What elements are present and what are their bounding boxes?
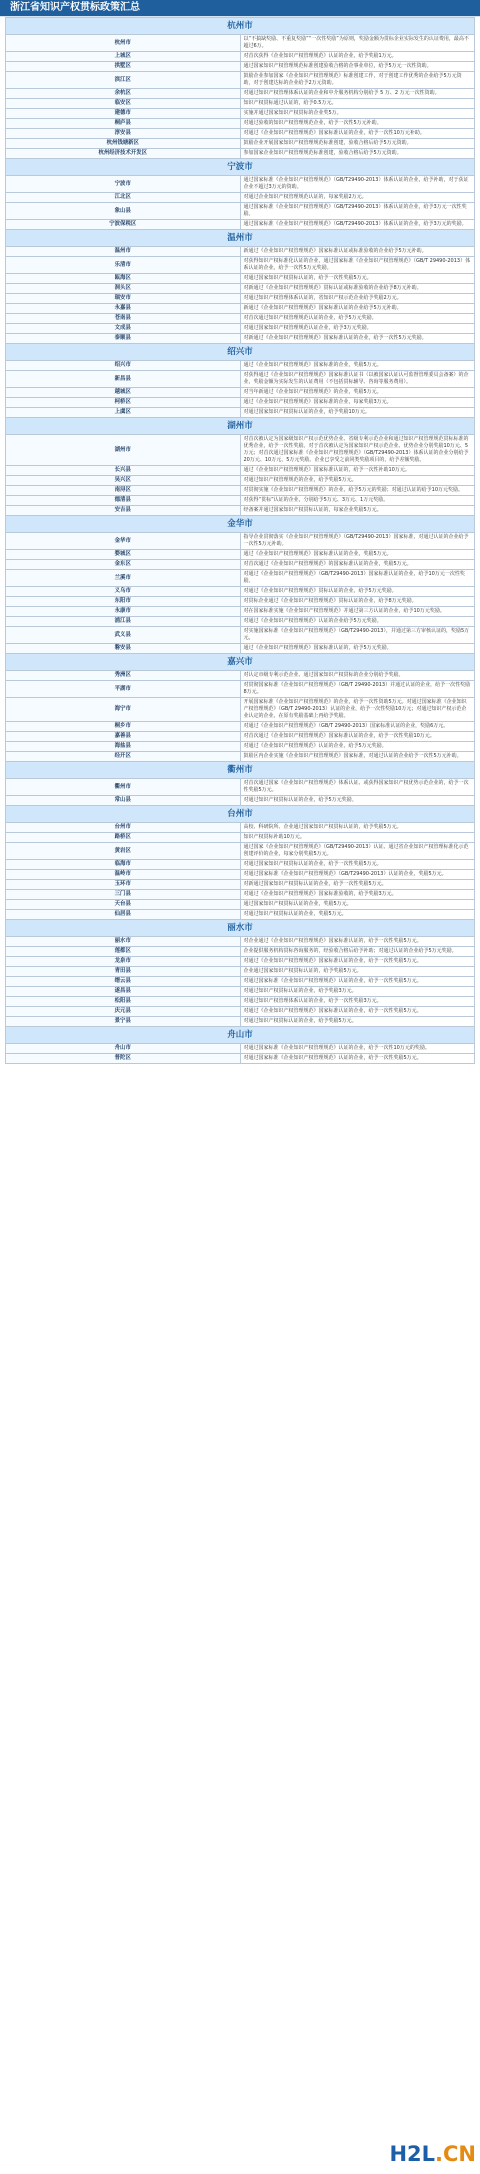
policy-description: 对通过《企业知识产权管理规范》（GB/T 29490-2013）国家标准认证的企业，奖励6万元。	[240, 722, 475, 732]
policy-description: 以“不搞缺奖励、不重复奖励”“一次性奖励”为原则，奖励金额为贯标企业实际发生的认证费用，最高不超过6万。	[240, 35, 475, 52]
table-row	[6, 35, 475, 52]
table-row	[6, 742, 475, 752]
city-header: 宁波市	[6, 159, 475, 176]
city-header: 台州市	[6, 806, 475, 823]
district-name: 永嘉县	[6, 304, 241, 314]
policy-description: 通过《企业知识产权管理规范》国家标准认证的，给予5万元奖励。	[240, 644, 475, 654]
district-name: 杭州市	[6, 35, 241, 52]
policy-description: 通过国家标准《企业知识产权管理规范》（GB/T29490-2013）体系认证的企业，给予3万元一次性奖励。	[240, 203, 475, 220]
city-header: 丽水市	[6, 920, 475, 937]
district-name: 余杭区	[6, 89, 241, 99]
district-name: 德清县	[6, 496, 241, 506]
policy-description: 通过国家知识产权贯标认证的企业，奖励5万元。	[240, 900, 475, 910]
policy-description: 通过国家知识产权管理规范标准创建验收合格的企事业单位，给予5万元一次性资助。	[240, 62, 475, 72]
policy-description: 对通过《企业知识产权管理规范》认证的企业，给予5万元奖励。	[240, 742, 475, 752]
district-name: 象山县	[6, 203, 241, 220]
policy-description: 对当年新通过《企业知识产权管理规范》的企业，奖励5万元。	[240, 388, 475, 398]
policy-description: 对通过国家标准《企业知识产权管理规范》认证的企业，给予一次性10万元的奖励。	[240, 1044, 475, 1054]
district-name: 滨江区	[6, 72, 241, 89]
table-row	[6, 314, 475, 324]
table-row	[6, 860, 475, 870]
district-name: 上虞区	[6, 408, 241, 418]
table-row	[6, 99, 475, 109]
policy-description: 对通过国家知识产权贯标认证的企业，给予一次性奖励5万元。	[240, 860, 475, 870]
table-row	[6, 193, 475, 203]
table-row	[6, 681, 475, 698]
district-name: 路桥区	[6, 833, 241, 843]
policy-description: 企业提供服务机构贯标咨询服务的，经验收合格后给予补助；对通过认证的企业给予5万元奖励。	[240, 947, 475, 957]
district-name: 嘉善县	[6, 732, 241, 742]
page-title: 浙江省知识产权贯标政策汇总	[0, 0, 480, 17]
district-name: 遂昌县	[6, 987, 241, 997]
district-name: 景宁县	[6, 1017, 241, 1027]
policy-description: 开展国家标准《企业知识产权管理规范》的企业，给予一次性资助5万元。对通过国家标准《企业知识产权管理规范》（GB/T 29490-2013）认证的企业，给予一次性奖励10万元；对通过知识产权示范企业认定的企业，在原有奖励基础上再给予奖励。	[240, 698, 475, 722]
table-row	[6, 408, 475, 418]
policy-description: 对通过《企业知识产权管理规范》认证的企业给予5万元奖励。	[240, 617, 475, 627]
district-name: 缙云县	[6, 977, 241, 987]
city-header: 温州市	[6, 230, 475, 247]
policy-description: 对贯标企业通过《企业知识产权管理规范》贯标认证的企业，给予8万元奖励。	[240, 597, 475, 607]
policy-description: 对通过国家标准《企业知识产权管理规范》认证的企业，给予一次性奖励5万元。	[240, 1054, 475, 1064]
policy-description: 对新通过《企业知识产权管理规范》国家标准认证的企业，给予一次性5万元奖励。	[240, 334, 475, 344]
table-row	[6, 1044, 475, 1054]
district-name: 桐庐县	[6, 119, 241, 129]
policy-description: 通过《企业知识产权管理规范》国家标准的企业，每家奖励3万元。	[240, 398, 475, 408]
policy-description: 鼓励企业参加国家《企业知识产权管理规范》标准创建工作，对于创建工作优秀的企业给予5万元资助，对于创建达标的企业给予2万元资助。	[240, 72, 475, 89]
policy-description: 鼓励区内企业实施《企业知识产权管理规范》国家标准，对通过认证的企业给予一次性5万元补助。	[240, 752, 475, 762]
policy-description: 企业通过国家知识产权贯标认证的，给予奖励5万元。	[240, 967, 475, 977]
policy-description: 对通过知识产权管理体系认证的企业和中介服务机构分别给予 5 万、2 万元一次性资助。	[240, 89, 475, 99]
policy-table-container	[0, 17, 480, 1064]
district-name: 拱墅区	[6, 62, 241, 72]
table-row	[6, 967, 475, 977]
policy-description: 对首次被认定为国家级知识产权示范优势企业、省级专利示范企业和通过知识产权管理规范贯标标准的优秀企业，给予一次性奖励。对于首次被认定为国家知识产权示范企业、优势企业分别奖励10万元、5万元；对首次通过国家标准《企业知识产权管理规范》（GB/T29490-2013）体系认证的企业分别给予20万元、10万元、5万元奖励。企业已享受之前同类奖励项目的，给予差额奖励。	[240, 435, 475, 466]
policy-description: 通过国家标准《企业知识产权管理规范》（GB/T29490-2013）体系认证的企业，给予补助，对于获证企业不超过3万元的资助。	[240, 176, 475, 193]
table-row	[6, 627, 475, 644]
district-name: 上城区	[6, 52, 241, 62]
district-name: 吴兴区	[6, 476, 241, 486]
city-header: 嘉兴市	[6, 654, 475, 671]
policy-description: 通过《企业知识产权管理规范》国家标准认证的企业，奖励5万元。	[240, 550, 475, 560]
city-header-row	[6, 418, 475, 435]
city-header-row	[6, 230, 475, 247]
policy-description: 对首次获得《企业知识产权管理规范》认证的企业，给予奖励1万元。	[240, 52, 475, 62]
district-name: 浦江县	[6, 617, 241, 627]
district-name: 瑞安市	[6, 294, 241, 304]
policy-description: 对通过知识产权管理规范的企业，给予奖励5万元。	[240, 476, 475, 486]
city-header-row	[6, 654, 475, 671]
city-header-row	[6, 18, 475, 35]
district-name: 三门县	[6, 890, 241, 900]
city-header: 杭州市	[6, 18, 475, 35]
city-header: 舟山市	[6, 1027, 475, 1044]
table-row	[6, 870, 475, 880]
policy-description: 对通过《企业知识产权管理规范》国家标准认证的企业，给予一次性奖励5万元。	[240, 957, 475, 967]
policy-description: 对通过《企业知识产权管理规范》国家标准认证的企业，给予一次性10万元补助。	[240, 129, 475, 139]
district-name: 绍兴市	[6, 361, 241, 371]
city-header-row	[6, 159, 475, 176]
policy-description: 对获得知识产权标准化认证的企业，通过国家标准《企业知识产权管理规范》（GB/T 29490-2013）体系认证的企业，给予一次性5万元奖励。	[240, 257, 475, 274]
district-name: 天台县	[6, 900, 241, 910]
table-row	[6, 334, 475, 344]
district-name: 平湖市	[6, 681, 241, 698]
policy-description: 通过国家标准《企业知识产权管理规范》（GB/T29490-2013）体系认证的企业，给予3万元的奖励。	[240, 220, 475, 230]
city-header-row	[6, 516, 475, 533]
table-row	[6, 466, 475, 476]
district-name: 金华市	[6, 533, 241, 550]
table-row	[6, 247, 475, 257]
policy-description: 参加国家企业知识产权管理规范标准创建，验收合格后给予5万元资助。	[240, 149, 475, 159]
district-name: 越城区	[6, 388, 241, 398]
policy-description: 对通过国家知识产权贯标认证的，给予一次性奖励5万元。	[240, 274, 475, 284]
district-name: 洞头区	[6, 284, 241, 294]
district-name: 磐安县	[6, 644, 241, 654]
policy-description: 对获得通过《企业知识产权管理规范》国家标准认证书（以被国家认证认可监督管理委员会备案）的企业，奖励金额为实际发生的认证费用（不包括贯标辅导、咨询等服务费用）。	[240, 371, 475, 388]
district-name: 海宁市	[6, 698, 241, 722]
district-name: 黄岩区	[6, 843, 241, 860]
table-row	[6, 1017, 475, 1027]
policy-description: 高校、科研院所、企业通过国家知识产权贯标认证的，给予奖励5万元。	[240, 823, 475, 833]
policy-description: 对通过《企业知识产权管理规范》贯标认证的企业，给予5万元奖励。	[240, 587, 475, 597]
policy-description: 对企业通过《企业知识产权管理规范》国家标准认证的，给予一次性奖励5万元。	[240, 937, 475, 947]
table-row	[6, 220, 475, 230]
district-name: 永康市	[6, 607, 241, 617]
city-header-row	[6, 920, 475, 937]
policy-description: 通过《企业知识产权管理规范》国家标准的企业，奖励5万元。	[240, 361, 475, 371]
district-name: 龙泉市	[6, 957, 241, 967]
table-row	[6, 843, 475, 860]
table-row	[6, 910, 475, 920]
policy-description: 经备案并通过国家知识产权贯标认证的，每家企业奖励5万元。	[240, 506, 475, 516]
table-row	[6, 937, 475, 947]
table-row	[6, 890, 475, 900]
district-name: 温州市	[6, 247, 241, 257]
table-row	[6, 779, 475, 796]
policy-description: 对通过国家知识产权管理规范认证企业，给予3万元奖励。	[240, 324, 475, 334]
table-row	[6, 304, 475, 314]
table-row	[6, 957, 475, 967]
policy-description: 知识产权贯标通过认证的，给予0.5万元。	[240, 99, 475, 109]
policy-description: 对通过《企业知识产权管理规范》（GB/T29490-2013）国家标准认证的企业，给予10万元一次性奖励。	[240, 570, 475, 587]
policy-description: 对新通过《企业知识产权管理规范》贯标认证或标准验收的企业给予8万元补助。	[240, 284, 475, 294]
table-row	[6, 203, 475, 220]
district-name: 常山县	[6, 796, 241, 806]
table-row	[6, 294, 475, 304]
table-row	[6, 506, 475, 516]
district-name: 丽水市	[6, 937, 241, 947]
policy-description: 对通过国家标准《企业知识产权管理规范》（GB/T29490-2013）认证的企业，奖励5万元。	[240, 870, 475, 880]
district-name: 庆元县	[6, 1007, 241, 1017]
policy-description: 对通过知识产权管理体系认证的企业，给予一次性奖励3万元。	[240, 997, 475, 1007]
table-row	[6, 1054, 475, 1064]
table-row	[6, 997, 475, 1007]
district-name: 江北区	[6, 193, 241, 203]
district-name: 衢州市	[6, 779, 241, 796]
table-row	[6, 324, 475, 334]
district-name: 东阳市	[6, 597, 241, 607]
policy-description: 对首次通过知识产权管理规范认证的企业，给予5万元奖励。	[240, 314, 475, 324]
table-row	[6, 129, 475, 139]
table-row	[6, 947, 475, 957]
table-row	[6, 550, 475, 560]
city-header: 湖州市	[6, 418, 475, 435]
district-name: 桐乡市	[6, 722, 241, 732]
table-row	[6, 880, 475, 890]
district-name: 新昌县	[6, 371, 241, 388]
table-row	[6, 533, 475, 550]
table-row	[6, 560, 475, 570]
district-name: 宁波保税区	[6, 220, 241, 230]
city-header: 金华市	[6, 516, 475, 533]
district-name: 苍南县	[6, 314, 241, 324]
table-row	[6, 435, 475, 466]
table-row	[6, 257, 475, 274]
district-name: 婺城区	[6, 550, 241, 560]
table-row	[6, 139, 475, 149]
table-row	[6, 476, 475, 486]
table-row	[6, 149, 475, 159]
table-row	[6, 671, 475, 681]
district-name: 舟山市	[6, 1044, 241, 1054]
table-row	[6, 977, 475, 987]
policy-description: 通过国家《企业知识产权管理规范》（GB/T29490-2013）认证、通过省企业知识产权管理标准化示范创建评价的企业，每家分别奖励5万元。	[240, 843, 475, 860]
district-name: 台州市	[6, 823, 241, 833]
district-name: 仙居县	[6, 910, 241, 920]
watermark-cn: CN	[443, 2142, 476, 2166]
policy-description: 对新通过国家知识产权贯标认证的企业，给予一次性奖励5万元。	[240, 880, 475, 890]
policy-description: 对通过国家知识产权贯标认证的企业，给予奖励10万元。	[240, 408, 475, 418]
district-name: 湖州市	[6, 435, 241, 466]
district-name: 临安区	[6, 99, 241, 109]
table-row	[6, 732, 475, 742]
table-row	[6, 587, 475, 597]
policy-description: 新通过《企业知识产权管理规范》国家标准认证或标准验收的企业给予5万元补助。	[240, 247, 475, 257]
table-row	[6, 62, 475, 72]
district-name: 温岭市	[6, 870, 241, 880]
district-name: 文成县	[6, 324, 241, 334]
table-row	[6, 607, 475, 617]
city-header-row	[6, 344, 475, 361]
watermark-dot: .	[435, 2142, 443, 2166]
table-row	[6, 109, 475, 119]
policy-description: 鼓励企业开展国家知识产权管理规范标准创建，验收合格后给予5万元资助。	[240, 139, 475, 149]
policy-description: 对通过验收的知识产权管理规范企业，给予一次性5万元补助。	[240, 119, 475, 129]
district-name: 泰顺县	[6, 334, 241, 344]
table-row	[6, 833, 475, 843]
district-name: 杭州经济技术开发区	[6, 149, 241, 159]
table-row	[6, 597, 475, 607]
policy-description: 对获得“贯标”认证的企业，分别给予5万元、3万元、1万元奖励。	[240, 496, 475, 506]
policy-description: 实施并通过国家知识产权贯标的企业奖5万。	[240, 109, 475, 119]
table-row	[6, 72, 475, 89]
table-row	[6, 698, 475, 722]
watermark-h2l: H2L	[389, 2142, 436, 2166]
table-row	[6, 119, 475, 129]
district-name: 长兴县	[6, 466, 241, 476]
district-name: 海盐县	[6, 742, 241, 752]
table-row	[6, 644, 475, 654]
table-row	[6, 52, 475, 62]
district-name: 临海市	[6, 860, 241, 870]
table-row	[6, 371, 475, 388]
policy-description: 对通过知识产权贯标认证的企业，给予奖励5万元。	[240, 1017, 475, 1027]
policy-description: 对实施国家标准《企业知识产权管理规范》（GB/T29490-2013），并通过第三方审核认证的，奖励5万元。	[240, 627, 475, 644]
table-row	[6, 752, 475, 762]
district-name: 松阳县	[6, 997, 241, 1007]
table-row	[6, 274, 475, 284]
district-name: 兰溪市	[6, 570, 241, 587]
policy-description: 对通过国家标准《企业知识产权管理规范》认证的企业，给予一次性奖励5万元。	[240, 977, 475, 987]
table-row	[6, 617, 475, 627]
table-row	[6, 722, 475, 732]
policy-description: 对首次通过《企业知识产权管理规范》国家标准认证的企业，给予一次性奖励10万元。	[240, 732, 475, 742]
policy-description: 对通过知识产权贯标认证的企业，奖励5万元。	[240, 910, 475, 920]
policy-description: 通过《企业知识产权管理规范》国家标准认证的，给予一次性补助10万元。	[240, 466, 475, 476]
district-name: 建德市	[6, 109, 241, 119]
policy-description: 对通过《企业知识产权管理规范》国家标准验收的，给予奖励3万元。	[240, 890, 475, 900]
policy-description: 对在国家标准实施《企业知识产权管理规范》并通过第三方认证的企业，给予10万元奖励。	[240, 607, 475, 617]
table-row	[6, 570, 475, 587]
table-row	[6, 176, 475, 193]
city-header-row	[6, 1027, 475, 1044]
city-header: 衢州市	[6, 762, 475, 779]
table-row	[6, 823, 475, 833]
policy-description: 指导企业贯彻落实《企业知识产权管理规范》（GB/T29490-2013）国家标准，对通过认证的企业给予一次性5万元补助。	[240, 533, 475, 550]
district-name: 乐清市	[6, 257, 241, 274]
district-name: 瓯海区	[6, 274, 241, 284]
city-header-row	[6, 806, 475, 823]
district-name: 秀洲区	[6, 671, 241, 681]
district-name: 普陀区	[6, 1054, 241, 1064]
policy-description: 对贯彻实施《企业知识产权管理规范》的企业，给予5万元的奖励；对通过认证的给予10万元奖励。	[240, 486, 475, 496]
district-name: 柯桥区	[6, 398, 241, 408]
district-name: 义乌市	[6, 587, 241, 597]
policy-table	[5, 17, 475, 1064]
policy-description: 对通过《企业知识产权管理规范》国家标准认证的企业，给予一次性奖励5万元。	[240, 1007, 475, 1017]
policy-description: 对贯彻国家标准《企业知识产权管理规范》（GB/T 29490-2013）并通过认证的企业，给予一次性奖励8万元。	[240, 681, 475, 698]
table-row	[6, 284, 475, 294]
policy-description: 对首次通过《企业知识产权管理规范》的国家标准认证的企业，奖励5万元。	[240, 560, 475, 570]
table-row	[6, 900, 475, 910]
policy-description: 对首次通过国家《企业知识产权管理规范》体系认证、或获得国家知识产权优势示范企业的，给予一次性奖励5万元。	[240, 779, 475, 796]
table-row	[6, 361, 475, 371]
district-name: 青田县	[6, 967, 241, 977]
district-name: 南浔区	[6, 486, 241, 496]
policy-description: 新通过《企业知识产权管理规范》国家标准认证的企业给予5万元补助。	[240, 304, 475, 314]
district-name: 宁波市	[6, 176, 241, 193]
policy-description: 知识产权贯标补助10万元。	[240, 833, 475, 843]
district-name: 淳安县	[6, 129, 241, 139]
table-row	[6, 486, 475, 496]
table-row	[6, 89, 475, 99]
policy-description: 对认定市级专利示范企业、通过国家知识产权贯标的企业分别给予奖励。	[240, 671, 475, 681]
policy-description: 对通过企业知识产权管理规范认证的，每家奖励2万元。	[240, 193, 475, 203]
site-watermark	[366, 2137, 476, 2171]
district-name: 玉环市	[6, 880, 241, 890]
policy-description: 对通过知识产权管理体系认证的，省知识产权示范企业给予奖励2万元。	[240, 294, 475, 304]
district-name: 莲都区	[6, 947, 241, 957]
table-row	[6, 987, 475, 997]
policy-description: 对通过知识产权贯标认证的企业，给予奖励3万元。	[240, 987, 475, 997]
policy-description: 对通过知识产权贯标认证的企业，给予5万元奖励。	[240, 796, 475, 806]
district-name: 安吉县	[6, 506, 241, 516]
district-name: 经开区	[6, 752, 241, 762]
district-name: 杭州钱塘新区	[6, 139, 241, 149]
city-header-row	[6, 762, 475, 779]
table-row	[6, 398, 475, 408]
table-row	[6, 388, 475, 398]
table-row	[6, 496, 475, 506]
district-name: 金东区	[6, 560, 241, 570]
table-row	[6, 796, 475, 806]
city-header: 绍兴市	[6, 344, 475, 361]
district-name: 武义县	[6, 627, 241, 644]
table-row	[6, 1007, 475, 1017]
